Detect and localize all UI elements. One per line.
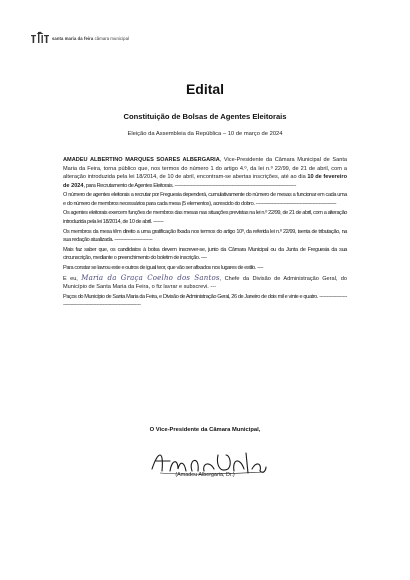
paragraph-date: Paços do Município de Santa Maria da Feira, e Divisão de Administração Geral, 26 de Janeiro de dois mil e vinte e quatro. ------------------------------------------------------------------------ [63,293,347,309]
municipal-logo-icon [31,31,49,47]
paragraph-posting: Para constar se lavrou este e outros de igual teor, que vão ser afixados nos lugares de estilo. ---- [63,264,264,271]
paragraph-subscriber [63,274,347,292]
signatory-name: (Amadeu Albergaria, Dr.) [175,472,235,478]
paragraph-functions: Os agentes eleitorais exercem funções de membros das mesas nas situações previstas na lei n.º 22/99, de 21 de abril, com a alteração introduzida pela lei 18/2014, de 10 de abril. ------- [63,210,347,225]
signatory-title: O Vice-Presidente da Câmara Municipal, [149,427,261,433]
paragraph-number-agents: O número de agentes eleitorais a recrutar por Freguesia dependerá, cumulativamente do número de mesas a funcionar em cada uma e do número de membros necessários para cada mesa (5 elementos), acrescido do dobro. ------------------------------------------------------- [63,192,347,207]
edital-body [63,156,347,311]
page-title: Edital [185,81,225,97]
paragraph-gratification: Os membros da mesa têm direito a uma gratificação fixada nos termos do artigo 10º, da referida lei n.º 22/99, isenta de tributação, na sua redação atualizada. -------------------------- [63,228,347,244]
brand-bold: santa maria da feira [52,36,94,41]
deadline-date: 10 de fevereiro de 2024 [63,174,347,189]
election-line: Eleição da Assembleia da República – 10 de março de 2024 [127,131,283,137]
subscriber-prefix: E eu, [63,275,82,282]
subscriber-suffix: , Chefe da Divisão de Administração Geral, do Município de Santa Maria da Feira, o fiz lavrar e subscrevi. --- [63,275,347,291]
intro-text-end: , para Recrutamento de Agentes Eleitorais. ----------------------------------------------------------------------------------- [83,182,296,189]
brand-text [52,36,129,41]
brand-rest: câmara municipal [93,36,130,41]
issuer-name: AMADEU ALBERTINO MARQUES SOARES ALBERGARIA [63,157,220,163]
page-subtitle: Constituição de Bolsas de Agentes Eleitorais [123,112,287,121]
paragraph-registration: Mais faz saber que, os candidatos à bolsa devem inscrever-se, junto da Câmara Municipal ou da Junta de Freguesia da sua circunscrição, mediante o preenchimento do boletim de inscrição. ---- [63,246,347,262]
handwritten-name: Maria da Graça Coelho dos Santos [81,273,220,282]
intro-text: , Vice-Presidente da Câmara Municipal de Santa Maria da Feira, torna público que, nos termos do número 1 do artigo 4.º, da lei n.º 22/99, de 21 de abril, com a alteração introduzida pela lei 18/2014, de 10 de abril, encontram-se abertas inscrições, até ao dia [63,157,347,180]
paragraph-intro [63,156,347,190]
